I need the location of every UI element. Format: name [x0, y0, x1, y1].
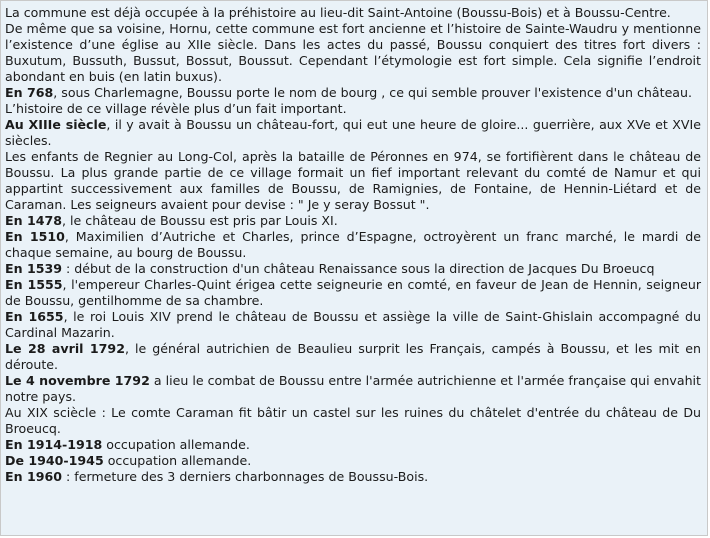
paragraph [5, 117, 701, 149]
paragraph-text: : fermeture des 3 derniers charbonnages de Boussu-Bois. [62, 469, 429, 484]
paragraph [5, 261, 701, 277]
paragraph-text: : début de la construction d'un château Renaissance sous la direction de Jacques Du Broeucq [62, 261, 655, 276]
paragraph [5, 149, 701, 213]
paragraph [5, 405, 701, 437]
paragraph [5, 437, 701, 453]
paragraph-date: En 1555 [5, 277, 63, 292]
paragraph [5, 469, 701, 485]
paragraph-date: En 1655 [5, 309, 64, 324]
paragraph-text: , sous Charlemagne, Boussu porte le nom de bourg , ce qui semble prouver l'existence d'un château. [53, 85, 693, 100]
paragraph [5, 21, 701, 85]
paragraph-text: occupation allemande. [103, 453, 252, 468]
paragraph [5, 101, 701, 117]
paragraph-date: En 1510 [5, 229, 65, 244]
paragraph-date: Le 4 novembre 1792 [5, 373, 150, 388]
paragraph [5, 341, 701, 373]
paragraph-date: Le 28 avril 1792 [5, 341, 125, 356]
paragraph-date: En 1914-1918 [5, 437, 103, 452]
paragraph-text: , il y avait à Boussu un château-fort, qui eut une heure de gloire... guerrière, aux XVe et XVIe siècles. [5, 117, 702, 148]
paragraph-date: En 1960 [5, 469, 63, 484]
paragraph [5, 5, 701, 21]
paragraph-date: En 1539 [5, 261, 63, 276]
paragraph-text: Les enfants de Regnier au Long-Col, après la bataille de Péronnes en 974, se fortifièrent dans le château de Boussu. La plus grande partie de ce village formait un fief important relevant du comté de Namur et qui appartint successivement aux familles de Boussu, de Ramignies, de Fontaine, de Hennin-Liétard et de Caraman. Les seigneurs avaient pour devise : " Je y seray Bossut ". [5, 149, 701, 212]
paragraph [5, 373, 701, 405]
history-text [5, 5, 701, 485]
paragraph-text: De même que sa voisine, Hornu, cette commune est fort ancienne et l’histoire de Sainte-Waudru y mentionne l’existence d’une église au XIIe siècle. Dans les actes du passé, Boussu conquiert des titres fort divers : Buxutum, Bussuth, Bussut, Bossut, Boussut. Cependant l’étymologie est fort simple. Cela signifie l’endroit abondant en buis (en latin buxus). [5, 21, 701, 84]
paragraph [5, 229, 701, 261]
paragraph-date: Au XIIIe siècle [5, 117, 107, 132]
paragraph [5, 277, 701, 309]
paragraph-text: L’histoire de ce village révèle plus d’un fait important. [5, 101, 347, 116]
paragraph-text: , Maximilien d’Autriche et Charles, prince d’Espagne, octroyèrent un franc marché, le mardi de chaque semaine, au bourg de Boussu. [5, 229, 701, 260]
paragraph [5, 213, 701, 229]
paragraph-text: Au XIX sciècle : Le comte Caraman fit bâtir un castel sur les ruines du châtelet d'entrée du château de Du Broeucq. [5, 405, 701, 436]
paragraph-text: occupation allemande. [102, 437, 250, 452]
paragraph-date: De 1940-1945 [5, 453, 104, 468]
paragraph-date: En 768 [5, 85, 54, 100]
paragraph [5, 453, 701, 469]
paragraph [5, 309, 701, 341]
paragraph-text: , le général autrichien de Beaulieu surprit les Français, campés à Boussu, et les mit en déroute. [5, 341, 701, 372]
paragraph [5, 85, 701, 101]
paragraph-text: , le roi Louis XIV prend le château de Boussu et assiège la ville de Saint-Ghislain accompagné du Cardinal Mazarin. [5, 309, 701, 340]
paragraph-text: , l'empereur Charles-Quint érigea cette seigneurie en comté, en faveur de Jean de Hennin, seigneur de Boussu, gentilhomme de sa chambre. [5, 277, 701, 308]
paragraph-date: En 1478 [5, 213, 63, 228]
paragraph-text: La commune est déjà occupée à la préhistoire au lieu-dit Saint-Antoine (Boussu-Bois) et à Boussu-Centre. [5, 5, 671, 20]
paragraph-text: , le château de Boussu est pris par Louis XI. [62, 213, 338, 228]
paragraph-text: a lieu le combat de Boussu entre l'armée autrichienne et l'armée française qui envahit notre pays. [5, 373, 701, 404]
